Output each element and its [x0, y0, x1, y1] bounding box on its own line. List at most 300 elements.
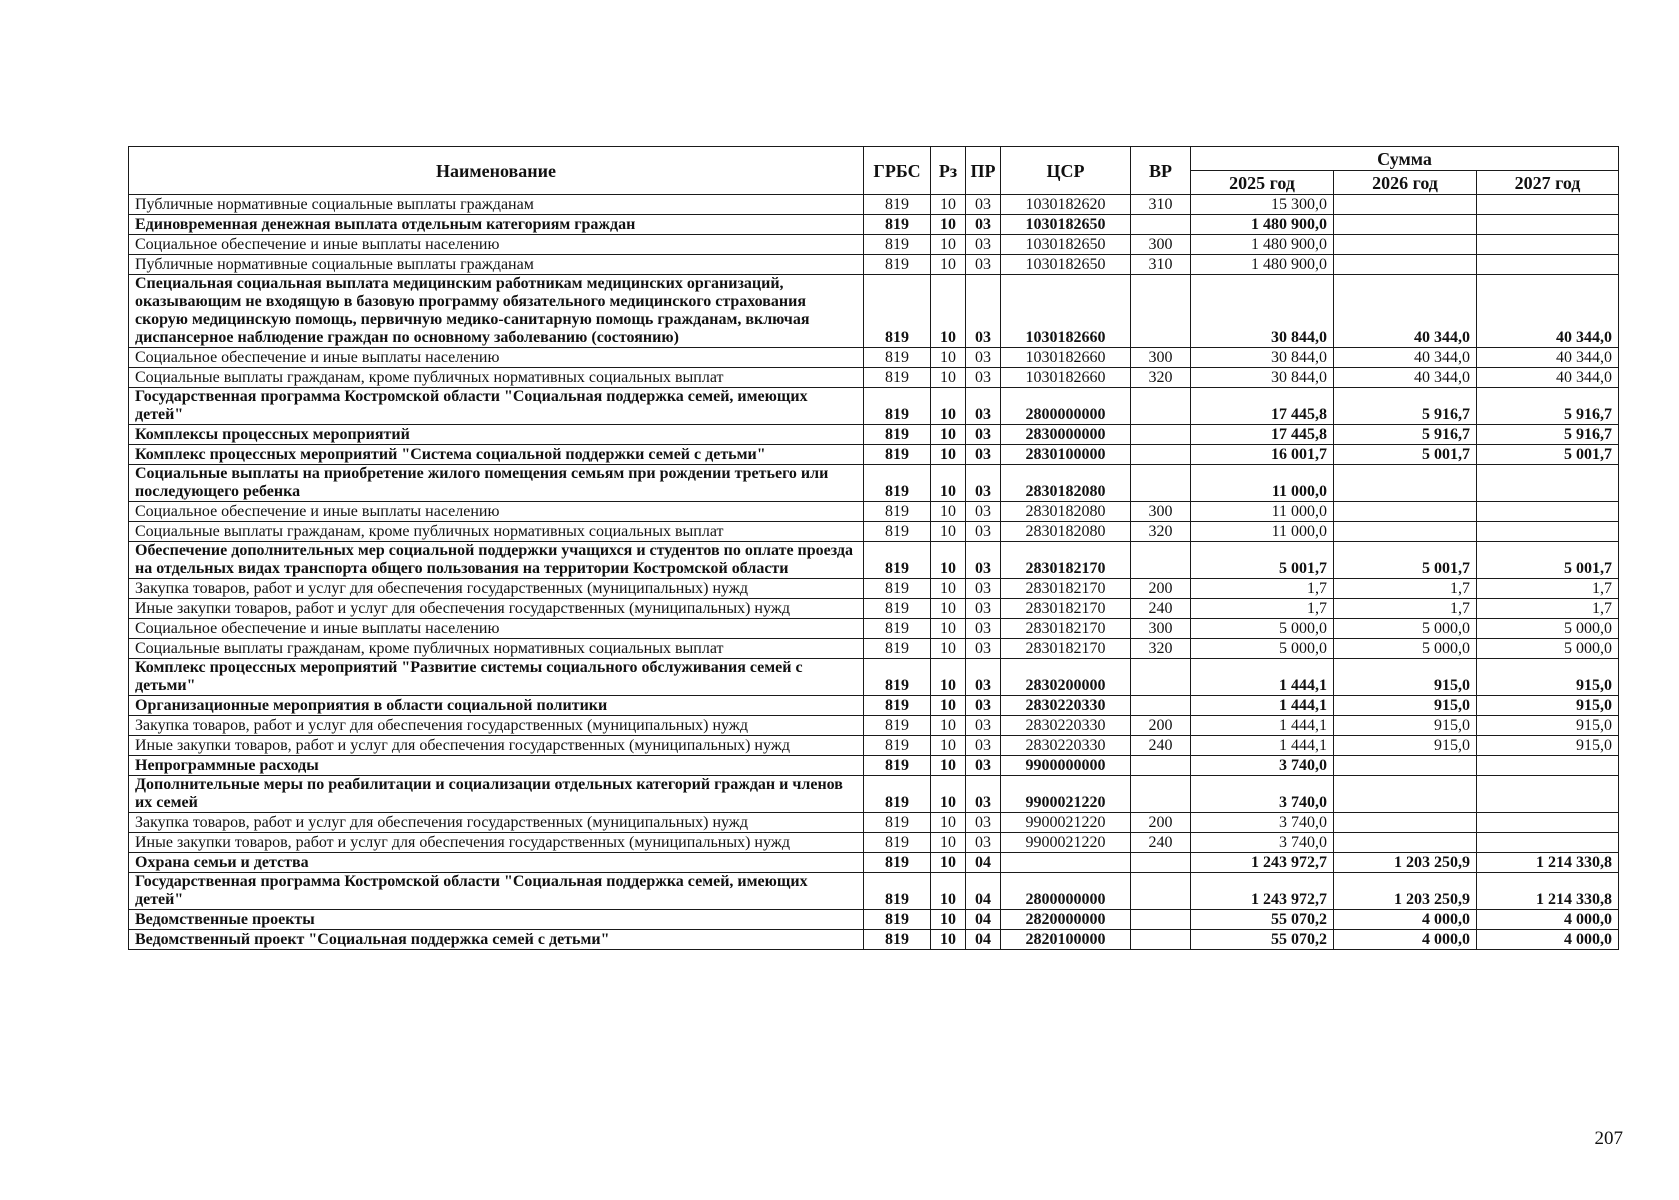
- cell-rz: 10: [931, 445, 966, 465]
- cell-pr: 03: [966, 542, 1001, 579]
- header-sum: Сумма: [1191, 147, 1619, 171]
- cell-csr: 2830182170: [1001, 579, 1131, 599]
- cell-2027: 5 000,0: [1477, 619, 1619, 639]
- table-row: [129, 639, 1619, 659]
- cell-2026: 5 000,0: [1334, 639, 1477, 659]
- cell-pr: 03: [966, 425, 1001, 445]
- cell-2026: 5 001,7: [1334, 445, 1477, 465]
- table-row: [129, 465, 1619, 502]
- cell-2026: 5 916,7: [1334, 388, 1477, 425]
- cell-rz: 10: [931, 833, 966, 853]
- table-row: [129, 756, 1619, 776]
- cell-2025: 1,7: [1191, 599, 1334, 619]
- cell-pr: 03: [966, 639, 1001, 659]
- cell-2025: 1 243 972,7: [1191, 873, 1334, 910]
- cell-2025: 1 480 900,0: [1191, 215, 1334, 235]
- cell-2025: 15 300,0: [1191, 195, 1334, 215]
- cell-name: Социальное обеспечение и иные выплаты населению: [129, 348, 864, 368]
- cell-name: Иные закупки товаров, работ и услуг для обеспечения государственных (муниципальных) нужд: [129, 833, 864, 853]
- cell-pr: 03: [966, 696, 1001, 716]
- cell-grbs: 819: [864, 348, 931, 368]
- cell-vr: 310: [1131, 255, 1191, 275]
- cell-grbs: 819: [864, 619, 931, 639]
- cell-rz: 10: [931, 756, 966, 776]
- cell-2027: [1477, 813, 1619, 833]
- table-row: [129, 910, 1619, 930]
- header-2026: 2026 год: [1334, 171, 1477, 195]
- cell-vr: 200: [1131, 813, 1191, 833]
- cell-grbs: 819: [864, 502, 931, 522]
- cell-2025: 55 070,2: [1191, 930, 1334, 950]
- cell-2027: 5 001,7: [1477, 542, 1619, 579]
- cell-csr: 9900021220: [1001, 776, 1131, 813]
- cell-vr: 300: [1131, 235, 1191, 255]
- cell-csr: 2830182170: [1001, 639, 1131, 659]
- table-row: [129, 873, 1619, 910]
- cell-2026: [1334, 502, 1477, 522]
- cell-rz: 10: [931, 930, 966, 950]
- cell-name: Закупка товаров, работ и услуг для обеспечения государственных (муниципальных) нужд: [129, 813, 864, 833]
- cell-rz: 10: [931, 465, 966, 502]
- table-row: [129, 776, 1619, 813]
- cell-2025: 3 740,0: [1191, 813, 1334, 833]
- cell-2027: [1477, 255, 1619, 275]
- cell-grbs: 819: [864, 579, 931, 599]
- cell-pr: 04: [966, 853, 1001, 873]
- cell-2026: 915,0: [1334, 696, 1477, 716]
- cell-pr: 03: [966, 255, 1001, 275]
- header-rz: Рз: [931, 147, 966, 195]
- cell-name: Социальные выплаты гражданам, кроме публичных нормативных социальных выплат: [129, 639, 864, 659]
- cell-name: Дополнительные меры по реабилитации и социализации отдельных категорий граждан и членов их семей: [129, 776, 864, 813]
- cell-name: Закупка товаров, работ и услуг для обеспечения государственных (муниципальных) нужд: [129, 579, 864, 599]
- cell-grbs: 819: [864, 368, 931, 388]
- cell-name: Публичные нормативные социальные выплаты гражданам: [129, 255, 864, 275]
- cell-2027: 5 916,7: [1477, 425, 1619, 445]
- cell-name: Обеспечение дополнительных мер социальной поддержки учащихся и студентов по оплате проезда на отдельных видах транспорта общего пользования на территории Костромской области: [129, 542, 864, 579]
- cell-name: Комплексы процессных мероприятий: [129, 425, 864, 445]
- cell-vr: 240: [1131, 833, 1191, 853]
- cell-name: Социальное обеспечение и иные выплаты населению: [129, 235, 864, 255]
- cell-vr: [1131, 696, 1191, 716]
- cell-2025: 1 480 900,0: [1191, 235, 1334, 255]
- cell-rz: 10: [931, 388, 966, 425]
- cell-csr: 1030182660: [1001, 348, 1131, 368]
- table-row: [129, 502, 1619, 522]
- cell-grbs: 819: [864, 736, 931, 756]
- cell-csr: 9900021220: [1001, 813, 1131, 833]
- cell-grbs: 819: [864, 873, 931, 910]
- cell-name: Комплекс процессных мероприятий "Система социальной поддержки семей с детьми": [129, 445, 864, 465]
- cell-rz: 10: [931, 599, 966, 619]
- cell-grbs: 819: [864, 255, 931, 275]
- cell-vr: 200: [1131, 579, 1191, 599]
- cell-grbs: 819: [864, 599, 931, 619]
- cell-rz: 10: [931, 215, 966, 235]
- cell-2026: 4 000,0: [1334, 930, 1477, 950]
- cell-2027: [1477, 195, 1619, 215]
- cell-csr: 2830100000: [1001, 445, 1131, 465]
- cell-2026: 1,7: [1334, 599, 1477, 619]
- cell-grbs: 819: [864, 215, 931, 235]
- cell-grbs: 819: [864, 542, 931, 579]
- header-pr: ПР: [966, 147, 1001, 195]
- cell-rz: 10: [931, 502, 966, 522]
- cell-vr: [1131, 445, 1191, 465]
- cell-rz: 10: [931, 522, 966, 542]
- cell-name: Социальное обеспечение и иные выплаты населению: [129, 619, 864, 639]
- cell-2027: 915,0: [1477, 659, 1619, 696]
- cell-2026: 5 001,7: [1334, 542, 1477, 579]
- cell-rz: 10: [931, 425, 966, 445]
- cell-2026: [1334, 195, 1477, 215]
- cell-grbs: 819: [864, 716, 931, 736]
- cell-grbs: 819: [864, 195, 931, 215]
- cell-rz: 10: [931, 619, 966, 639]
- cell-name: Специальная социальная выплата медицинским работникам медицинских организаций, оказывающим не входящую в базовую программу обязательного медицинского страхования скорую медицинскую помощь, первичную медико-санитарную помощь гражданам, включая диспансерное наблюдение граждан по основному заболеванию (состоянию): [129, 275, 864, 348]
- cell-grbs: 819: [864, 776, 931, 813]
- cell-2026: 40 344,0: [1334, 368, 1477, 388]
- cell-rz: 10: [931, 716, 966, 736]
- cell-name: Охрана семьи и детства: [129, 853, 864, 873]
- cell-vr: [1131, 465, 1191, 502]
- cell-rz: 10: [931, 696, 966, 716]
- cell-rz: 10: [931, 776, 966, 813]
- cell-2026: 1 203 250,9: [1334, 873, 1477, 910]
- cell-rz: 10: [931, 579, 966, 599]
- table-row: [129, 930, 1619, 950]
- cell-vr: [1131, 388, 1191, 425]
- table-row: [129, 833, 1619, 853]
- budget-table: [128, 146, 1619, 950]
- cell-pr: 03: [966, 235, 1001, 255]
- cell-2027: [1477, 502, 1619, 522]
- table-row: [129, 619, 1619, 639]
- cell-rz: 10: [931, 348, 966, 368]
- cell-2025: 5 001,7: [1191, 542, 1334, 579]
- cell-csr: 2830200000: [1001, 659, 1131, 696]
- cell-csr: [1001, 853, 1131, 873]
- cell-name: Иные закупки товаров, работ и услуг для обеспечения государственных (муниципальных) нужд: [129, 599, 864, 619]
- cell-grbs: 819: [864, 813, 931, 833]
- cell-csr: 1030182650: [1001, 215, 1131, 235]
- table-row: [129, 659, 1619, 696]
- cell-rz: 10: [931, 275, 966, 348]
- cell-name: Организационные мероприятия в области социальной политики: [129, 696, 864, 716]
- cell-pr: 03: [966, 736, 1001, 756]
- cell-vr: [1131, 659, 1191, 696]
- cell-2025: 1 444,1: [1191, 696, 1334, 716]
- cell-grbs: 819: [864, 756, 931, 776]
- cell-name: Ведомственный проект "Социальная поддержка семей с детьми": [129, 930, 864, 950]
- cell-vr: 320: [1131, 368, 1191, 388]
- cell-vr: [1131, 873, 1191, 910]
- cell-2025: 1 444,1: [1191, 716, 1334, 736]
- cell-name: Социальные выплаты гражданам, кроме публичных нормативных социальных выплат: [129, 522, 864, 542]
- cell-pr: 03: [966, 368, 1001, 388]
- cell-vr: [1131, 425, 1191, 445]
- cell-2025: 11 000,0: [1191, 502, 1334, 522]
- cell-rz: 10: [931, 910, 966, 930]
- cell-csr: 2820000000: [1001, 910, 1131, 930]
- cell-2026: [1334, 813, 1477, 833]
- cell-2025: 5 000,0: [1191, 619, 1334, 639]
- table-header: [129, 147, 1619, 195]
- cell-vr: [1131, 542, 1191, 579]
- cell-csr: 2830220330: [1001, 696, 1131, 716]
- cell-2025: 30 844,0: [1191, 275, 1334, 348]
- header-grbs: ГРБС: [864, 147, 931, 195]
- cell-pr: 03: [966, 275, 1001, 348]
- cell-2025: 5 000,0: [1191, 639, 1334, 659]
- cell-grbs: 819: [864, 275, 931, 348]
- cell-rz: 10: [931, 255, 966, 275]
- table-row: [129, 348, 1619, 368]
- cell-grbs: 819: [864, 639, 931, 659]
- cell-2027: [1477, 833, 1619, 853]
- cell-2027: 40 344,0: [1477, 275, 1619, 348]
- cell-csr: 1030182650: [1001, 235, 1131, 255]
- cell-rz: 10: [931, 368, 966, 388]
- cell-csr: 1030182650: [1001, 255, 1131, 275]
- cell-2026: [1334, 235, 1477, 255]
- cell-pr: 03: [966, 348, 1001, 368]
- cell-name: Ведомственные проекты: [129, 910, 864, 930]
- cell-vr: [1131, 853, 1191, 873]
- cell-2026: 1,7: [1334, 579, 1477, 599]
- cell-2025: 3 740,0: [1191, 833, 1334, 853]
- cell-2025: 1 444,1: [1191, 659, 1334, 696]
- cell-csr: 1030182620: [1001, 195, 1131, 215]
- table-row: [129, 542, 1619, 579]
- cell-2026: 915,0: [1334, 716, 1477, 736]
- cell-name: Государственная программа Костромской области "Социальная поддержка семей, имеющих детей": [129, 873, 864, 910]
- cell-vr: 320: [1131, 639, 1191, 659]
- cell-rz: 10: [931, 639, 966, 659]
- table-row: [129, 599, 1619, 619]
- cell-2027: 5 000,0: [1477, 639, 1619, 659]
- cell-2026: 1 203 250,9: [1334, 853, 1477, 873]
- cell-2025: 1 480 900,0: [1191, 255, 1334, 275]
- cell-csr: 2830182170: [1001, 619, 1131, 639]
- cell-pr: 03: [966, 195, 1001, 215]
- cell-2027: [1477, 522, 1619, 542]
- cell-rz: 10: [931, 235, 966, 255]
- cell-pr: 03: [966, 756, 1001, 776]
- cell-pr: 03: [966, 659, 1001, 696]
- cell-vr: 240: [1131, 736, 1191, 756]
- cell-pr: 03: [966, 465, 1001, 502]
- cell-2027: 4 000,0: [1477, 930, 1619, 950]
- cell-2027: 40 344,0: [1477, 368, 1619, 388]
- table-row: [129, 853, 1619, 873]
- cell-2027: [1477, 776, 1619, 813]
- cell-2025: 11 000,0: [1191, 522, 1334, 542]
- cell-2027: 1,7: [1477, 599, 1619, 619]
- table-row: [129, 275, 1619, 348]
- cell-csr: 2830182080: [1001, 522, 1131, 542]
- cell-grbs: 819: [864, 425, 931, 445]
- cell-2027: 1 214 330,8: [1477, 853, 1619, 873]
- cell-2027: [1477, 465, 1619, 502]
- table-row: [129, 255, 1619, 275]
- cell-rz: 10: [931, 542, 966, 579]
- cell-grbs: 819: [864, 522, 931, 542]
- cell-2027: 915,0: [1477, 736, 1619, 756]
- cell-2027: 915,0: [1477, 696, 1619, 716]
- header-vr: ВР: [1131, 147, 1191, 195]
- cell-vr: 300: [1131, 502, 1191, 522]
- cell-name: Единовременная денежная выплата отдельным категориям граждан: [129, 215, 864, 235]
- cell-csr: 2830000000: [1001, 425, 1131, 445]
- cell-name: Социальные выплаты на приобретение жилого помещения семьям при рождении третьего или последующего ребенка: [129, 465, 864, 502]
- cell-vr: 320: [1131, 522, 1191, 542]
- cell-pr: 03: [966, 445, 1001, 465]
- table-row: [129, 368, 1619, 388]
- cell-name: Публичные нормативные социальные выплаты гражданам: [129, 195, 864, 215]
- cell-csr: 2830220330: [1001, 736, 1131, 756]
- table-row: [129, 388, 1619, 425]
- cell-rz: 10: [931, 813, 966, 833]
- cell-csr: 9900021220: [1001, 833, 1131, 853]
- cell-vr: 200: [1131, 716, 1191, 736]
- cell-grbs: 819: [864, 833, 931, 853]
- cell-2026: [1334, 215, 1477, 235]
- cell-name: Социальное обеспечение и иные выплаты населению: [129, 502, 864, 522]
- cell-vr: [1131, 776, 1191, 813]
- cell-2026: 5 916,7: [1334, 425, 1477, 445]
- table-row: [129, 736, 1619, 756]
- table-row: [129, 716, 1619, 736]
- cell-2026: 40 344,0: [1334, 275, 1477, 348]
- cell-pr: 04: [966, 910, 1001, 930]
- cell-2027: 1 214 330,8: [1477, 873, 1619, 910]
- cell-2025: 1 243 972,7: [1191, 853, 1334, 873]
- cell-2026: 40 344,0: [1334, 348, 1477, 368]
- cell-2025: 55 070,2: [1191, 910, 1334, 930]
- cell-2026: [1334, 255, 1477, 275]
- cell-2025: 3 740,0: [1191, 756, 1334, 776]
- cell-vr: [1131, 930, 1191, 950]
- cell-vr: [1131, 215, 1191, 235]
- cell-rz: 10: [931, 736, 966, 756]
- cell-grbs: 819: [864, 930, 931, 950]
- cell-pr: 04: [966, 930, 1001, 950]
- cell-2027: 40 344,0: [1477, 348, 1619, 368]
- cell-pr: 04: [966, 873, 1001, 910]
- cell-name: Комплекс процессных мероприятий "Развитие системы социального обслуживания семей с детьми": [129, 659, 864, 696]
- cell-csr: 1030182660: [1001, 368, 1131, 388]
- header-2025: 2025 год: [1191, 171, 1334, 195]
- table-row: [129, 522, 1619, 542]
- cell-2025: 17 445,8: [1191, 425, 1334, 445]
- cell-2025: 30 844,0: [1191, 368, 1334, 388]
- cell-2027: [1477, 756, 1619, 776]
- table-row: [129, 425, 1619, 445]
- cell-2027: [1477, 215, 1619, 235]
- table-body: [129, 195, 1619, 950]
- cell-rz: 10: [931, 659, 966, 696]
- cell-vr: 300: [1131, 619, 1191, 639]
- cell-2027: 4 000,0: [1477, 910, 1619, 930]
- cell-pr: 03: [966, 813, 1001, 833]
- cell-pr: 03: [966, 599, 1001, 619]
- page-number: 207: [1594, 1128, 1623, 1149]
- cell-csr: 2820100000: [1001, 930, 1131, 950]
- header-csr: ЦСР: [1001, 147, 1131, 195]
- cell-csr: 2830220330: [1001, 716, 1131, 736]
- cell-vr: 240: [1131, 599, 1191, 619]
- table-row: [129, 215, 1619, 235]
- cell-pr: 03: [966, 215, 1001, 235]
- cell-2027: 5 916,7: [1477, 388, 1619, 425]
- cell-csr: 2830182170: [1001, 599, 1131, 619]
- cell-pr: 03: [966, 388, 1001, 425]
- cell-2025: 1,7: [1191, 579, 1334, 599]
- table-row: [129, 235, 1619, 255]
- cell-pr: 03: [966, 522, 1001, 542]
- cell-vr: [1131, 756, 1191, 776]
- cell-pr: 03: [966, 619, 1001, 639]
- cell-2027: 5 001,7: [1477, 445, 1619, 465]
- cell-grbs: 819: [864, 696, 931, 716]
- cell-pr: 03: [966, 833, 1001, 853]
- cell-rz: 10: [931, 853, 966, 873]
- cell-pr: 03: [966, 776, 1001, 813]
- cell-2025: 17 445,8: [1191, 388, 1334, 425]
- cell-grbs: 819: [864, 388, 931, 425]
- cell-2027: 1,7: [1477, 579, 1619, 599]
- cell-csr: 1030182660: [1001, 275, 1131, 348]
- cell-grbs: 819: [864, 910, 931, 930]
- cell-pr: 03: [966, 716, 1001, 736]
- cell-2027: 915,0: [1477, 716, 1619, 736]
- cell-vr: 310: [1131, 195, 1191, 215]
- cell-vr: [1131, 910, 1191, 930]
- cell-2026: 5 000,0: [1334, 619, 1477, 639]
- cell-grbs: 819: [864, 445, 931, 465]
- cell-rz: 10: [931, 195, 966, 215]
- cell-2025: 11 000,0: [1191, 465, 1334, 502]
- cell-2027: [1477, 235, 1619, 255]
- header-2027: 2027 год: [1477, 171, 1619, 195]
- cell-vr: 300: [1131, 348, 1191, 368]
- table-row: [129, 696, 1619, 716]
- cell-2026: [1334, 833, 1477, 853]
- cell-pr: 03: [966, 502, 1001, 522]
- cell-grbs: 819: [864, 235, 931, 255]
- cell-2025: 1 444,1: [1191, 736, 1334, 756]
- cell-name: Закупка товаров, работ и услуг для обеспечения государственных (муниципальных) нужд: [129, 716, 864, 736]
- cell-rz: 10: [931, 873, 966, 910]
- cell-grbs: 819: [864, 659, 931, 696]
- cell-2026: 915,0: [1334, 659, 1477, 696]
- table-row: [129, 579, 1619, 599]
- cell-2025: 16 001,7: [1191, 445, 1334, 465]
- cell-csr: 2830182080: [1001, 465, 1131, 502]
- cell-grbs: 819: [864, 853, 931, 873]
- cell-2026: [1334, 756, 1477, 776]
- cell-2026: [1334, 522, 1477, 542]
- cell-name: Иные закупки товаров, работ и услуг для обеспечения государственных (муниципальных) нужд: [129, 736, 864, 756]
- cell-csr: 2830182170: [1001, 542, 1131, 579]
- table-row: [129, 445, 1619, 465]
- cell-grbs: 819: [864, 465, 931, 502]
- cell-vr: [1131, 275, 1191, 348]
- cell-2026: 4 000,0: [1334, 910, 1477, 930]
- cell-2026: [1334, 465, 1477, 502]
- cell-csr: 2830182080: [1001, 502, 1131, 522]
